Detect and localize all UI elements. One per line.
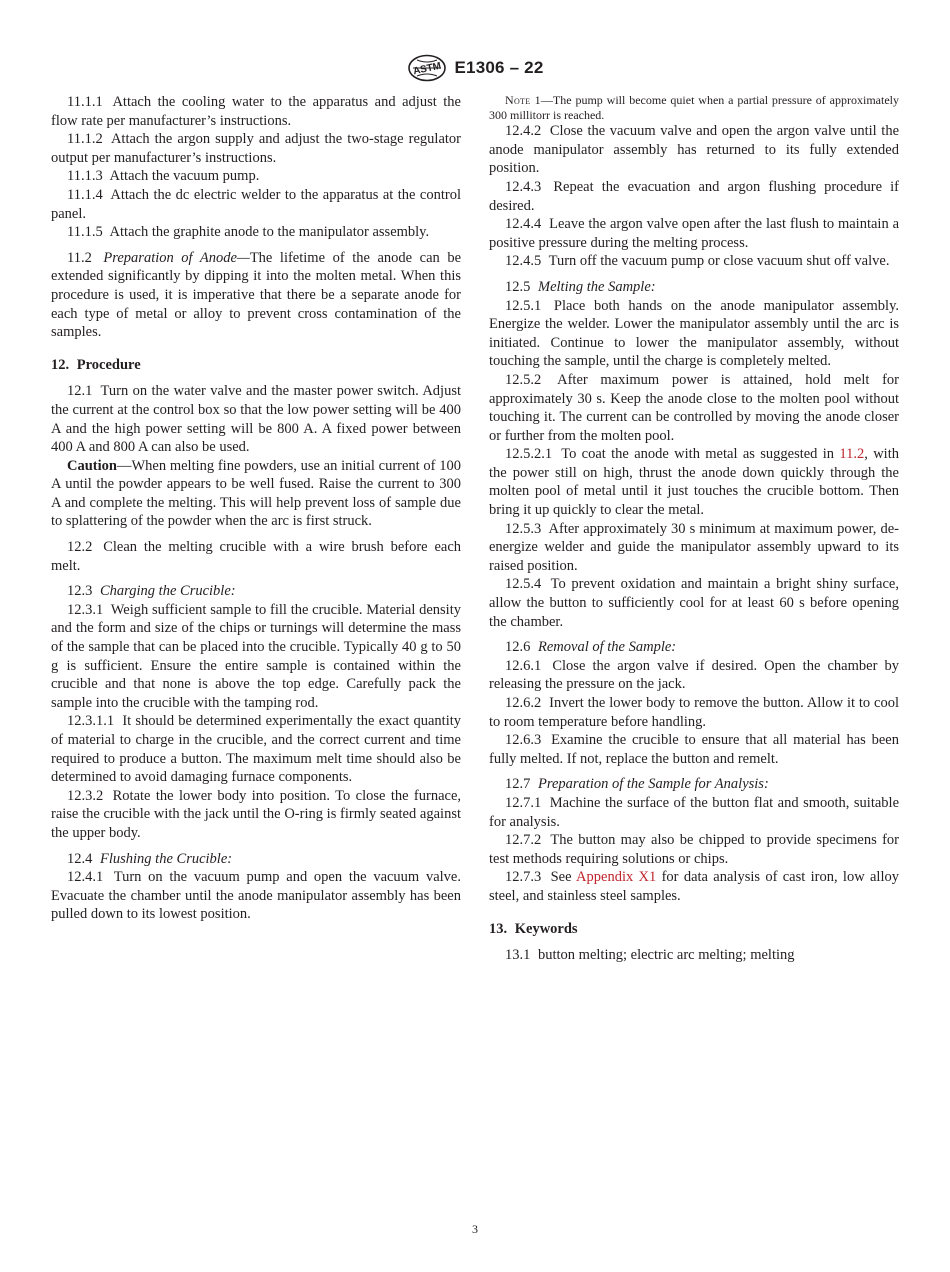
section-12-5-4: 12.5.4 To prevent oxidation and maintain a bright shiny surface, allow the button to sufficiently cool for at least 60 s before opening the chamber. bbox=[489, 576, 899, 630]
page-number: 3 bbox=[472, 1222, 478, 1236]
astm-logo-icon bbox=[407, 54, 447, 82]
right-column bbox=[489, 93, 899, 965]
section-12-5: 12.5 Melting the Sample: bbox=[505, 278, 656, 295]
heading-keywords: 13. Keywords bbox=[489, 920, 578, 937]
section-12-7-2: 12.7.2 The button may also be chipped to provide specimens for test methods requiring solutions or chips. bbox=[489, 832, 899, 867]
link-appendix-x1[interactable]: Appendix X1 bbox=[576, 869, 657, 886]
section-11-1-5: 11.1.5 Attach the graphite anode to the manipulator assembly. bbox=[67, 224, 430, 241]
document-id: E1306 – 22 bbox=[454, 58, 544, 77]
section-12-4: 12.4 Flushing the Crucible: bbox=[67, 850, 233, 867]
section-12-6-2: 12.6.2 Invert the lower body to remove the button. Allow it to cool to room temperature before handling. bbox=[489, 695, 899, 730]
section-12-4-1: 12.4.1 Turn on the vacuum pump and open the vacuum valve. Evacuate the chamber until the anode manipulator assembly has been pulled down to its lowest position. bbox=[51, 869, 461, 923]
section-12-5-1: 12.5.1 Place both hands on the anode manipulator assembly. Energize the welder. Lower the manipulator assembly until the arc is initiated. Continue to lower the manipulator assembly, without touching the sample, until the charge is completely melted. bbox=[489, 297, 900, 370]
section-12-5-2: 12.5.2 After maximum power is attained, hold melt for approximately 30 s. Keep the anode close to the molten pool without touching it. The current can be controlled by moving the anode closer or further from the molten pool. bbox=[489, 371, 899, 444]
left-column bbox=[51, 93, 461, 924]
section-12-3: 12.3 Charging the Crucible: bbox=[67, 583, 236, 600]
section-12-7: 12.7 Preparation of the Sample for Analysis: bbox=[505, 776, 769, 793]
page-header bbox=[0, 52, 950, 84]
link-section-11-2[interactable]: 11.2 bbox=[839, 446, 865, 463]
section-11-1-4: 11.1.4 Attach the dc electric welder to the apparatus at the control panel. bbox=[51, 186, 461, 222]
section-13-1: 13.1 button melting; electric arc melting; melting bbox=[505, 947, 795, 964]
section-12-7-3: 12.7.3 See Appendix X1 for data analysis of cast iron, low alloy steel, and stainless steel samples. bbox=[489, 869, 899, 904]
heading-procedure: 12. Procedure bbox=[51, 356, 141, 373]
section-12-2: 12.2 Clean the melting crucible with a wire brush before each melt. bbox=[51, 539, 462, 574]
section-12-5-3: 12.5.3 After approximately 30 s minimum at maximum power, de-energize welder and guide the manipulator assembly upward to its raised position. bbox=[489, 520, 899, 574]
section-11-1-2: 11.1.2 Attach the argon supply and adjust the two-stage regulator output per manufacturer’s instructions. bbox=[51, 131, 461, 166]
section-12-6-1: 12.6.1 Close the argon valve if desired. Open the chamber by releasing the pressure on the jack. bbox=[489, 657, 900, 693]
note-1: Note 1—The pump will become quiet when a partial pressure of approximately 300 millitorr is reached. bbox=[489, 93, 899, 122]
section-12-4-5: 12.4.5 Turn off the vacuum pump or close vacuum shut off valve. bbox=[505, 253, 890, 270]
section-12-3-1: 12.3.1 Weigh sufficient sample to fill the crucible. Material density and the form and size of the chips or turnings will determine the mass of the sample that can be placed into the crucible. Typically 40 g to 50 g is sufficient. Ensure the entire sample is contained within the crucible and that none is above the top edge. Carefully pack the sample into the crucible with the tamping rod. bbox=[51, 601, 461, 711]
logo-text: ASTM bbox=[411, 60, 442, 78]
section-12-3-1-1: 12.3.1.1 It should be determined experimentally the exact quantity of material to charge in the crucible, and the correct current and time required to produce a button. The maximum melt time should also be determined to avoid damaging furnace components. bbox=[51, 713, 462, 786]
section-12-4-2: 12.4.2 Close the vacuum valve and open the argon valve until the anode manipulator assembly has returned to its fully extended position. bbox=[489, 123, 899, 177]
caution-paragraph: Caution—When melting fine powders, use an initial current of 100 A until the powder appears to be well fused. Raise the current to 300 A and complete the melting. This will help prevent loss of sample due to splattering of the powder when the arc is first struck. bbox=[51, 457, 461, 530]
section-11-1-1: 11.1.1 Attach the cooling water to the apparatus and adjust the flow rate per manufacturer’s instructions. bbox=[51, 94, 461, 129]
section-12-7-1: 12.7.1 Machine the surface of the button flat and smooth, suitable for analysis. bbox=[489, 794, 899, 830]
section-11-2: 11.2 Preparation of Anode—The lifetime of the anode can be extended significantly by dipping it into the molten metal. When this procedure is used, it is imperative that there be a separate anode for each type of metal or alloy to prevent cross contamination of the samples. bbox=[51, 249, 462, 341]
section-12-5-2-1: 12.5.2.1 To coat the anode with metal as suggested in 11.2, with the power still on high, thrust the anode down quickly through the molten pool of metal until it just touches the crucible bottom. Then bring it up quickly to clear the metal. bbox=[489, 446, 899, 519]
section-12-6: 12.6 Removal of the Sample: bbox=[505, 639, 677, 656]
section-11-1-3: 11.1.3 Attach the vacuum pump. bbox=[67, 168, 260, 185]
section-12-3-2: 12.3.2 Rotate the lower body into position. To close the furnace, raise the crucible with the jack until the O-ring is firmly seated against the upper body. bbox=[51, 787, 462, 841]
section-12-4-3: 12.4.3 Repeat the evacuation and argon flushing procedure if desired. bbox=[489, 178, 900, 214]
section-12-6-3: 12.6.3 Examine the crucible to ensure that all material has been fully melted. If not, replace the button and remelt. bbox=[489, 732, 899, 767]
section-12-4-4: 12.4.4 Leave the argon valve open after the last flush to maintain a positive pressure during the melting process. bbox=[489, 216, 900, 251]
section-12-1: 12.1 Turn on the water valve and the master power switch. Adjust the current at the control box so that the low power setting will be 400 A and the high power setting will be 800 A. A fixed power between 400 A and 800 A can also be used. bbox=[51, 383, 461, 456]
